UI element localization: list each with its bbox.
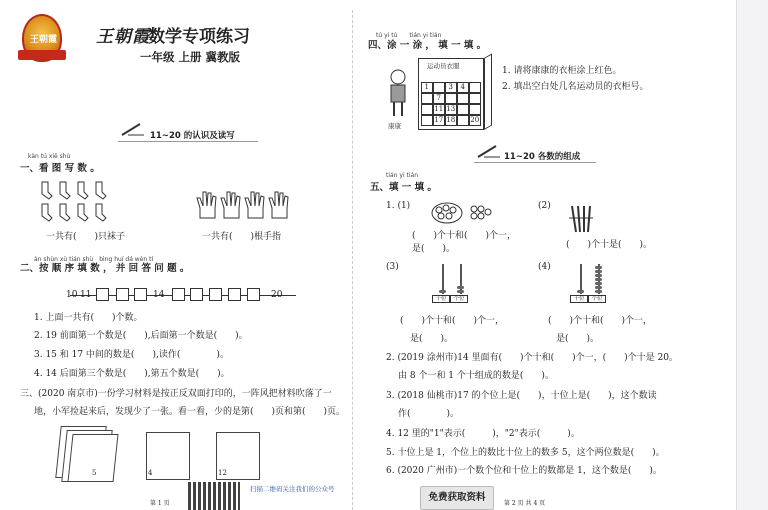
- abacus-bead: [595, 290, 602, 293]
- numline-14: 14: [153, 290, 165, 300]
- part3-label: (3): [386, 262, 399, 272]
- locker-grid-title: 运动员衣服: [427, 62, 460, 70]
- locker-cell[interactable]: [421, 104, 433, 115]
- section1-title: 一、看 图 写 数 。: [20, 163, 100, 174]
- question-5-2a: 2. (2019 涂州市)14 里面有( )个十和( )个一，( )个十是 20。: [386, 353, 678, 363]
- pencil-icon: [120, 121, 146, 137]
- paper-sheet-2: [146, 432, 190, 480]
- fingers-question: 一共有( )根手指: [202, 232, 282, 242]
- abacus-bead: [457, 290, 464, 293]
- abacus-bead: [595, 270, 602, 273]
- number-blank[interactable]: [190, 288, 203, 301]
- number-blank[interactable]: [172, 288, 185, 301]
- locker-cell[interactable]: 18: [446, 116, 456, 124]
- socks-illustration: [36, 180, 112, 224]
- part4-label: (4): [538, 262, 551, 272]
- question-2-4: 4. 14 后面第三个数是( ),第五个数是( )。: [34, 369, 230, 379]
- section2-title: 二、按 顺 序 填 数 ， 并 回 答 问 题 。: [20, 263, 190, 274]
- section4-q2: 2. 填出空白处几名运动员的衣柜号。: [502, 82, 649, 92]
- section5-pinyin: tián yi tián: [386, 172, 419, 179]
- part1-text-a: ( )个十和( )个一，: [412, 231, 517, 241]
- locker-cell[interactable]: 11: [434, 105, 444, 113]
- left-page-number: 第 1 页: [150, 500, 170, 507]
- boy-illustration: [384, 68, 412, 120]
- number-blank[interactable]: [209, 288, 222, 301]
- locker-cell[interactable]: 17: [434, 116, 444, 124]
- beads-illustration: [430, 201, 494, 225]
- socks-question: 一共有( )只袜子: [46, 232, 126, 242]
- abacus-bead: [595, 286, 602, 289]
- number-blank[interactable]: [96, 288, 109, 301]
- brand-name: 王朝霞: [96, 27, 150, 47]
- question-5-3a: 3. (2018 仙桃市)17 的个位上是( )，十位上是( )，这个数读: [386, 391, 657, 401]
- numline-10: 10: [66, 290, 78, 300]
- page-number-12: 12: [218, 469, 227, 477]
- question-5-4: 4. 12 里的"1"表示( )，"2"表示( )。: [386, 429, 580, 439]
- question-2-1: 1. 上面一共有( )个数。: [34, 313, 143, 323]
- part1-text-b: 是( )。: [412, 244, 456, 254]
- locker-cell[interactable]: [457, 115, 469, 126]
- logo-ribbon: [18, 50, 66, 60]
- part2-label: (2): [538, 201, 551, 211]
- locker-cell[interactable]: [457, 104, 469, 115]
- locker-side: [484, 53, 492, 130]
- part4-text-a: ( )个十和( )个一，: [548, 316, 653, 326]
- section4-pinyin: tú yi tú tián yi tián: [376, 32, 442, 39]
- qr-caption: 扫描二维码关注我们的公众号: [250, 485, 335, 493]
- numline-20: 20: [271, 290, 283, 300]
- right-page-number: 第 2 页 共 4 页: [504, 500, 546, 507]
- locker-cell[interactable]: 13: [446, 105, 456, 113]
- locker-cell[interactable]: 3: [445, 82, 457, 93]
- abacus-bead: [457, 286, 464, 289]
- locker-cell[interactable]: 4: [457, 82, 469, 93]
- topic-title-2: 11~20 各数的组成: [504, 152, 581, 162]
- abacus-label-tens: 十位: [570, 295, 588, 303]
- question-5-6: 6. (2020 广州市)一个数个位和十位上的数都是 1，这个数是( )。: [386, 466, 662, 476]
- section5-title: 五、填 一 填 。: [370, 182, 437, 193]
- abacus-bead: [439, 290, 446, 293]
- abacus-label-ones: 个位: [450, 295, 468, 303]
- topic-underline-1: [118, 141, 258, 142]
- part3-text-b: 是( )。: [410, 334, 454, 344]
- abacus-1: [432, 264, 468, 304]
- kid-label: 康康: [388, 122, 401, 130]
- locker-cell[interactable]: 20: [470, 116, 480, 124]
- abacus-bead: [595, 278, 602, 281]
- abacus-2: [570, 264, 606, 304]
- number-blank[interactable]: [228, 288, 241, 301]
- locker-cell[interactable]: 7: [433, 93, 445, 104]
- section3-line2: 地，小军捡起来后，发现少了一张。看一看，少的是第( )页和第( )页。: [34, 407, 346, 417]
- part1-label: 1. (1): [386, 201, 411, 211]
- page-divider: [352, 10, 353, 510]
- pencil-icon: [476, 143, 502, 159]
- locker-cell[interactable]: [469, 104, 481, 115]
- hands-illustration: [196, 190, 296, 220]
- abacus-bead: [595, 266, 602, 269]
- question-2-3: 3. 15 和 17 中间的数是( ),读作( )。: [34, 350, 229, 360]
- qr-code[interactable]: [188, 482, 240, 510]
- section4-title: 四、涂 一 涂 ， 填 一 填 。: [368, 40, 487, 51]
- part2-text-a: ( )个十是( )。: [566, 240, 653, 250]
- sticks-illustration: [566, 204, 596, 234]
- locker-cell[interactable]: [445, 93, 457, 104]
- locker-cell[interactable]: [469, 93, 481, 104]
- section1-pinyin: kàn tú xiě shù: [28, 153, 71, 160]
- page-number-5: 5: [92, 469, 97, 477]
- part3-text-a: ( )个十和( )个一，: [400, 316, 505, 326]
- page-number-4: 4: [148, 469, 153, 477]
- locker-cell[interactable]: [421, 115, 433, 126]
- logo-text: 王朝霞: [30, 35, 58, 45]
- locker-cell[interactable]: 1: [421, 82, 433, 93]
- abacus-label-ones: 个位: [588, 295, 606, 303]
- locker-cell[interactable]: [469, 82, 481, 93]
- part4-text-b: 是( )。: [556, 334, 600, 344]
- locker-cell[interactable]: [457, 93, 469, 104]
- locker-cell[interactable]: [421, 93, 433, 104]
- abacus-bead: [577, 290, 584, 293]
- question-5-5: 5. 十位上是 1，个位上的数比十位上的数多 5，这个两位数是( )。: [386, 448, 665, 458]
- number-blank[interactable]: [247, 288, 260, 301]
- question-5-3b: 作( )。: [398, 409, 460, 419]
- number-blank[interactable]: [134, 288, 147, 301]
- side-scroll-strip[interactable]: [736, 0, 768, 510]
- abacus-bead: [595, 274, 602, 277]
- number-blank[interactable]: [116, 288, 129, 301]
- question-2-2: 2. 19 前面第一个数是( ),后面第一个数是( )。: [34, 331, 248, 341]
- topic-title-1: 11~20 的认识及读写: [150, 131, 235, 141]
- numline-11: 11: [80, 290, 92, 300]
- section2-pinyin: àn shùn xù tián shù bìng huí dá wèn tí: [34, 256, 154, 263]
- page-subtitle: 一年级 上册 冀教版: [140, 50, 241, 64]
- locker-cell[interactable]: [433, 82, 445, 93]
- section4-q1: 1. 请将康康的衣柜涂上红色。: [502, 66, 622, 76]
- abacus-label-tens: 十位: [432, 295, 450, 303]
- page-title: 数学专项练习: [148, 27, 250, 47]
- question-5-2b: 由 8 个一和 1 个十组成的数是( )。: [398, 371, 554, 381]
- section3-line1: 三、(2020 南京市)一份学习材料是按正反双面打印的，一阵风把材料吹落了一: [20, 389, 332, 399]
- download-resources-button[interactable]: 免费获取资料: [420, 486, 494, 510]
- topic-underline-2: [474, 162, 596, 163]
- abacus-bead: [595, 282, 602, 285]
